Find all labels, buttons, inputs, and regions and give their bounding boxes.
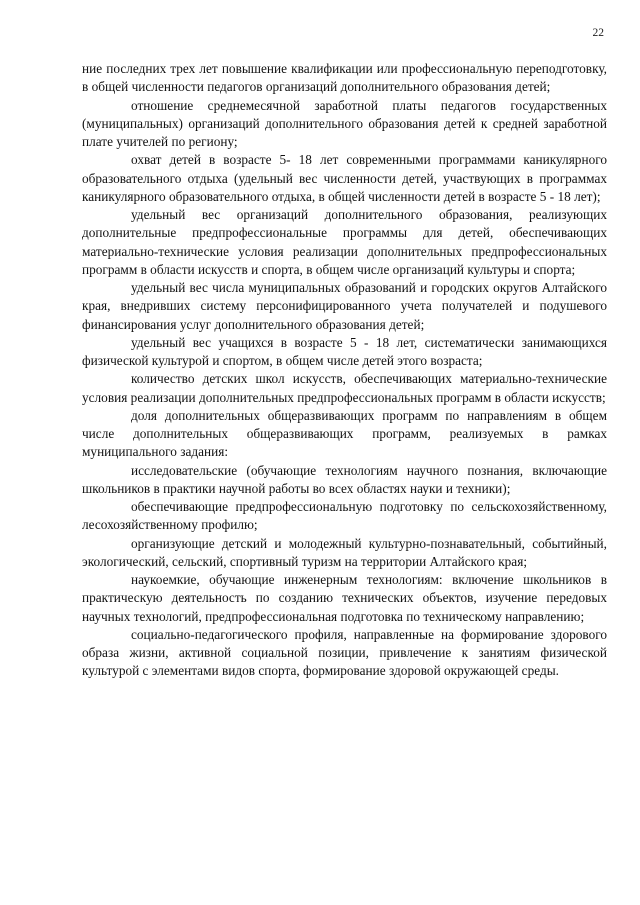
paragraph: ние последних трех лет повышение квалификации или профессиональную переподготовку, в общей численности педагогов организаций дополнительного образования детей;	[82, 61, 607, 95]
document-body	[82, 60, 607, 681]
paragraph: организующие детский и молодежный культурно-познавательный, событийный, экологический, сельский, спортивный туризм на территории Алтайского края;	[82, 535, 607, 569]
paragraph: удельный вес учащихся в возрасте 5 - 18 лет, систематически занимающихся физической культурой и спортом, в общем числе детей этого возраста;	[82, 334, 607, 368]
paragraph: социально-педагогического профиля, направленные на формирование здорового образа жизни, активной социальной позиции, привлечение к занятиям физической культурой с элементами видов спорта, формирование здоровой окружающей среды.	[82, 626, 607, 679]
paragraph: количество детских школ искусств, обеспечивающих материально-технические условия реализации дополнительных предпрофессиональных программ в области искусств;	[82, 371, 607, 405]
paragraph: удельный вес организаций дополнительного образования, реализующих дополнительные предпрофессиональные программы для детей, обеспечивающих материально-технические условия реализации дополнительных предпрофессиональных программ в области искусств и спорта, в общем числе организаций культуры и спорта;	[82, 207, 607, 277]
paragraph: охват детей в возрасте 5- 18 лет современными программами каникулярного образовательного отдыха (удельный вес численности детей, участвующих в программах каникулярного образовательного отдыха, в общей численности детей в возрасте 5 - 18 лет);	[82, 152, 607, 204]
paragraph: доля дополнительных общеразвивающих программ по направлениям в общем числе дополнительных общеразвивающих программ, реализуемых в рамках муниципального задания:	[82, 407, 607, 460]
page-number: 22	[592, 27, 604, 39]
paragraph: обеспечивающие предпрофессиональную подготовку по сельскохозяйственному, лесохозяйственному профилю;	[82, 499, 607, 533]
paragraph: удельный вес числа муниципальных образований и городских округов Алтайского края, внедривших систему персонифицированного учета получателей и подушевого финансирования услуг дополнительного образования детей;	[82, 280, 607, 332]
paragraph: наукоемкие, обучающие инженерным технологиям: включение школьников в практическую деятельность по созданию технических объектов, изучение передовых научных технологий, предпрофессиональная подготовка по техническому направлению;	[82, 572, 607, 624]
paragraph: отношение среднемесячной заработной платы педагогов государственных (муниципальных) организаций дополнительного образования детей к средней заработной плате учителей по региону;	[82, 97, 607, 149]
paragraph: исследовательские (обучающие технологиям научного познания, включающие школьников в практики научной работы во всех областях науки и техники);	[82, 462, 607, 496]
